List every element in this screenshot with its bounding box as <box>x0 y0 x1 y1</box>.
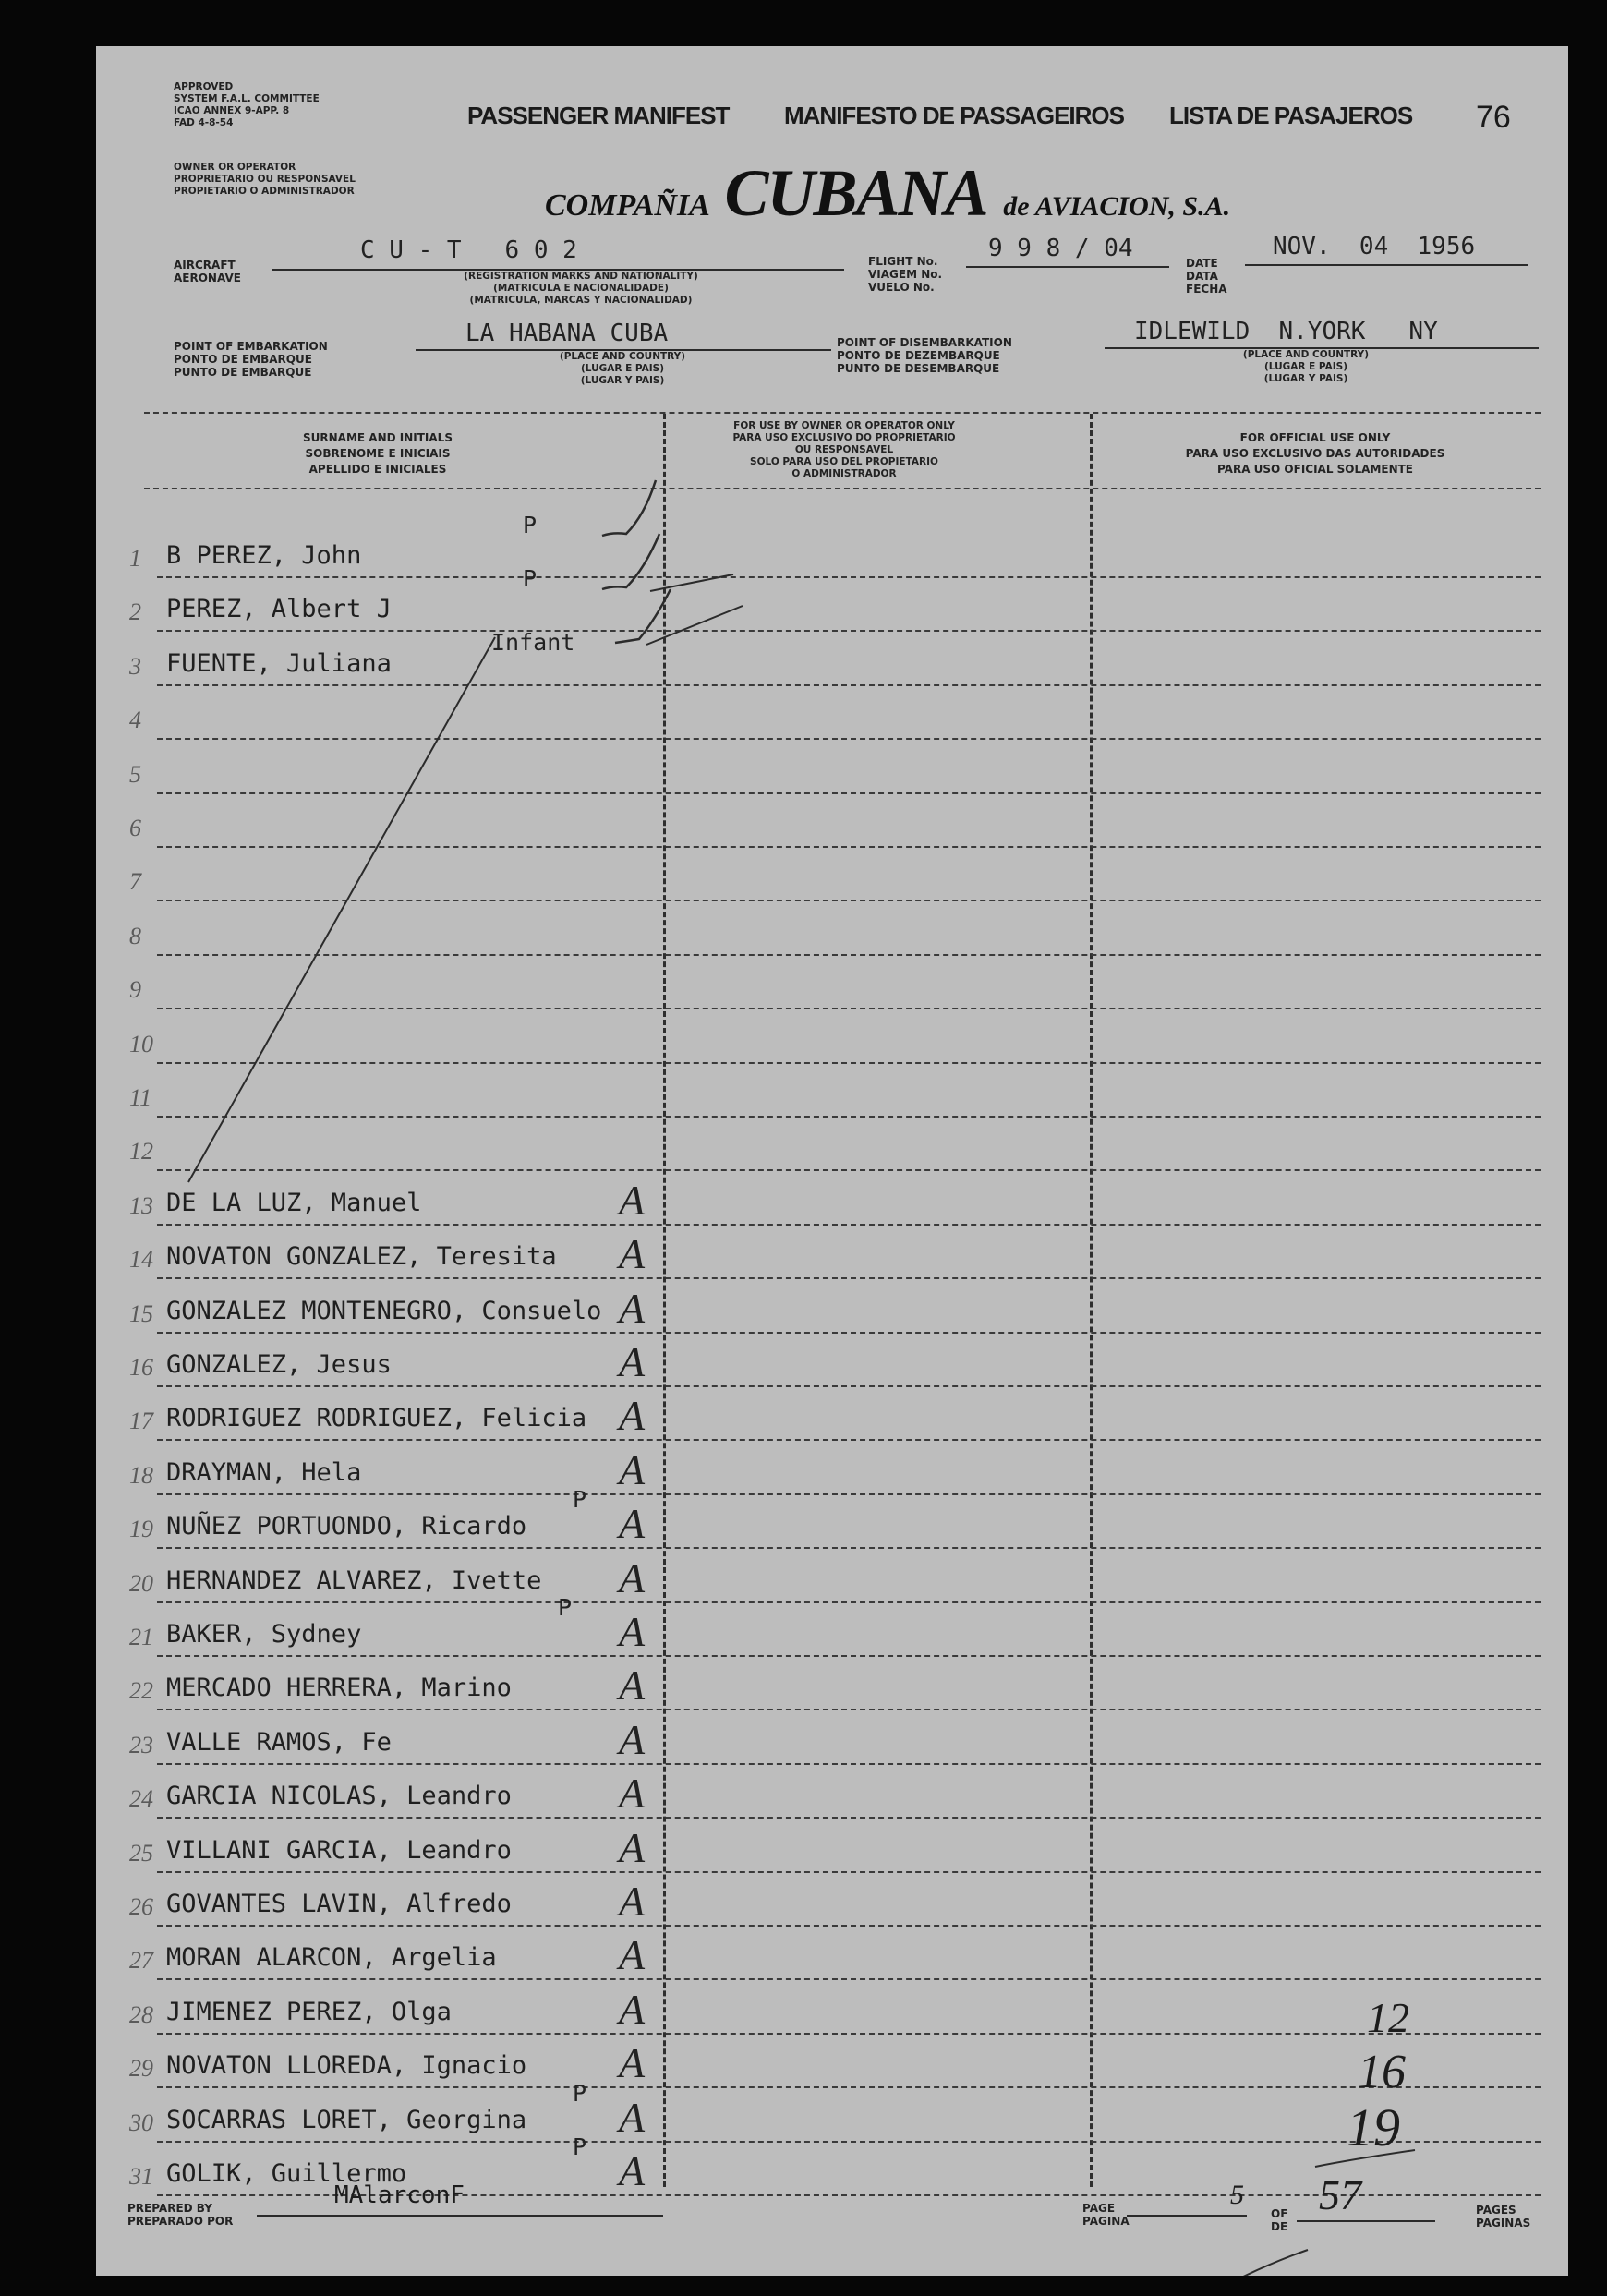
page-label <box>1082 2202 1130 2228</box>
row-number: 25 <box>129 1839 153 1867</box>
flight-value: 9 9 8 / 04 <box>988 235 1133 262</box>
operator-mark: A <box>619 1770 646 1818</box>
operator-mark: A <box>619 2147 646 2194</box>
of-label-en: OF <box>1271 2207 1288 2220</box>
row-number: 7 <box>129 868 141 896</box>
approval-line: FAD 4-8-54 <box>174 117 234 128</box>
of-label-es: DE <box>1271 2220 1288 2233</box>
aircraft-label-es: AERONAVE <box>174 272 241 284</box>
flight-label-pt: VIAGEM No. <box>868 268 943 281</box>
prepared-label <box>127 2202 233 2228</box>
operator-mark: A <box>619 1445 646 1493</box>
row-number: 14 <box>129 1246 153 1274</box>
of-underline <box>1297 2220 1435 2222</box>
row-number: 28 <box>129 2000 153 2028</box>
operator-mark: A <box>619 2039 646 2087</box>
page-stamp: 76 <box>1476 100 1511 135</box>
prepared-label-es: PREPARADO POR <box>127 2215 234 2228</box>
passenger-annotation: P <box>573 2133 587 2160</box>
aircraft-label-en: AIRCRAFT <box>174 259 236 272</box>
passenger-annotation: P <box>573 1486 587 1514</box>
passenger-name: GOLIK, Guillermo <box>166 2159 407 2188</box>
check-mark <box>602 534 659 589</box>
flight-label-en: FLIGHT No. <box>868 255 938 268</box>
row-number: 15 <box>129 1299 153 1327</box>
disembarkation-sub3: (LUGAR Y PAIS) <box>1263 373 1348 384</box>
passenger-name: PEREZ, Albert J <box>166 595 392 624</box>
row-number: 23 <box>129 1731 153 1758</box>
row-number: 6 <box>129 815 141 841</box>
operator-mark: A <box>619 1662 646 1710</box>
embarkation-sub3: (LUGAR Y PAIS) <box>580 375 665 386</box>
manifest-sheet <box>96 46 1568 2276</box>
prepared-underline <box>257 2215 663 2217</box>
row-number: 4 <box>129 707 141 734</box>
tally-number: 19 <box>1347 2097 1400 2157</box>
company-suffix: de AVIACION, S.A. <box>1003 191 1231 222</box>
row-number: 10 <box>129 1030 153 1057</box>
row-number: 24 <box>129 1785 153 1813</box>
col-header-line: FOR USE BY OWNER OR OPERATOR ONLY <box>733 420 955 431</box>
embarkation-sub2: (LUGAR E PAIS) <box>580 363 665 374</box>
approval-line: SYSTEM F.A.L. COMMITTEE <box>174 93 320 104</box>
row-number: 2 <box>129 598 141 626</box>
title-english: PASSENGER MANIFEST <box>467 102 730 129</box>
operator-mark: A <box>619 1392 646 1440</box>
passenger-name: HERNANDEZ ALVAREZ, Ivette <box>166 1565 542 1595</box>
handwritten-marks <box>96 46 1568 2276</box>
passenger-name: GOVANTES LAVIN, Alfredo <box>166 1890 512 1918</box>
operator-mark: A <box>619 1553 646 1601</box>
pages-label-en: PAGES <box>1476 2204 1516 2217</box>
passenger-annotation: P <box>573 2079 587 2107</box>
title-spanish: LISTA DE PASAJEROS <box>1169 102 1413 129</box>
row-number: 1 <box>129 545 141 572</box>
row-number: 16 <box>129 1354 153 1381</box>
disembarkation-label-es: PUNTO DE DESEMBARQUE <box>837 362 1000 375</box>
passenger-name: MERCADO HERRERA, Marino <box>166 1674 512 1703</box>
check-tail <box>650 574 733 591</box>
of-value: 57 <box>1319 2171 1361 2218</box>
row-number: 30 <box>129 2109 153 2136</box>
col-header-line: SOLO PARA USO DEL PROPIETARIO <box>750 456 938 467</box>
operator-mark: A <box>619 1985 646 2033</box>
row-number: 9 <box>129 976 141 1004</box>
passenger-name: GONZALEZ, Jesus <box>166 1350 392 1379</box>
row-number: 12 <box>129 1138 153 1166</box>
tally-number: 12 <box>1367 1994 1409 2041</box>
aircraft-sub1: (REGISTRATION MARKS AND NATIONALITY) <box>464 271 698 282</box>
passenger-annotation: P <box>523 512 538 538</box>
passenger-annotation: P <box>558 1594 573 1621</box>
embarkation-sub1: (PLACE AND COUNTRY) <box>559 351 686 362</box>
embarkation-value: LA HABANA CUBA <box>465 320 669 347</box>
row-number: 22 <box>129 1677 153 1705</box>
approval-line: ICAO ANNEX 9-APP. 8 <box>174 105 290 116</box>
passenger-name: B PEREZ, John <box>166 541 362 570</box>
passenger-name: VILLANI GARCIA, Leandro <box>166 1835 512 1865</box>
row-number: 31 <box>129 2163 153 2190</box>
company-prefix: COMPAÑIA <box>545 188 710 223</box>
row-number: 17 <box>129 1408 153 1435</box>
flight-label-es: VUELO No. <box>868 281 935 294</box>
col-header-line: PARA USO EXCLUSIVO DO PROPRIETARIO <box>732 432 956 443</box>
passenger-annotation: P <box>523 565 538 593</box>
page-label-es: PAGINA <box>1082 2215 1130 2228</box>
row-number: 11 <box>129 1084 152 1111</box>
passenger-annotation: Infant <box>491 628 575 656</box>
tally-underline <box>1234 2250 1308 2276</box>
operator-mark: A <box>619 1284 646 1332</box>
date-label-es: FECHA <box>1186 283 1227 296</box>
passenger-name: NOVATON LLOREDA, Ignacio <box>166 2051 527 2081</box>
row-number: 26 <box>129 1893 153 1920</box>
disembarkation-value: IDLEWILD N.YORK NY <box>1134 318 1438 345</box>
col-header-line: OU RESPONSAVEL <box>794 444 894 455</box>
passenger-name: DRAYMAN, Hela <box>166 1457 362 1487</box>
col-header-line: APELLIDO E INICIALES <box>308 463 447 476</box>
page-value: 5 <box>1230 2180 1244 2210</box>
aircraft-sub2: (MATRICULA E NACIONALIDADE) <box>493 283 669 294</box>
operator-mark: A <box>619 2093 646 2141</box>
col-header-line: O ADMINISTRADOR <box>791 468 897 479</box>
operator-label-en: OWNER OR OPERATOR <box>174 162 296 173</box>
row-number: 27 <box>129 1947 153 1975</box>
aircraft-value: C U - T 6 0 2 <box>360 236 577 264</box>
date-value: NOV. 04 1956 <box>1273 233 1476 260</box>
operator-mark: A <box>619 1176 646 1224</box>
row-number: 13 <box>129 1191 153 1219</box>
page-label-en: PAGE <box>1082 2202 1116 2215</box>
row-number: 20 <box>129 1569 153 1597</box>
company-name: CUBANA <box>724 156 987 230</box>
passenger-name: VALLE RAMOS, Fe <box>166 1727 392 1757</box>
approval-line: APPROVED <box>174 81 234 92</box>
passenger-name: NUÑEZ PORTUONDO, Ricardo <box>166 1512 527 1541</box>
disembarkation-label-pt: PONTO DE DEZEMBARQUE <box>837 349 1000 362</box>
title-portuguese: MANIFESTO DE PASSAGEIROS <box>784 102 1124 129</box>
row-number: 3 <box>129 652 141 680</box>
operator-mark: A <box>619 1878 646 1925</box>
passenger-name: RODRIGUEZ RODRIGUEZ, Felicia <box>166 1404 587 1433</box>
operator-label-es: PROPIETARIO O ADMINISTRADOR <box>174 186 355 197</box>
pages-label-es: PAGINAS <box>1476 2217 1531 2230</box>
operator-mark: A <box>619 1338 646 1385</box>
disembarkation-label-en: POINT OF DISEMBARKATION <box>837 336 1012 349</box>
passenger-name: DE LA LUZ, Manuel <box>166 1188 422 1217</box>
void-strike-line <box>188 637 495 1182</box>
passenger-name: GARCIA NICOLAS, Leandro <box>166 1782 512 1811</box>
passenger-name: MORAN ALARCON, Argelia <box>166 1943 497 1973</box>
embarkation-label-pt: PONTO DE EMBARQUE <box>174 353 312 366</box>
col-header-line: PARA USO EXCLUSIVO DAS AUTORIDADES <box>1185 447 1445 460</box>
col-header-line: SURNAME AND INITIALS <box>303 431 453 444</box>
embarkation-label-es: PUNTO DE EMBARQUE <box>174 366 312 379</box>
row-number: 5 <box>129 760 141 788</box>
row-number: 29 <box>129 2055 153 2083</box>
tally-number: 16 <box>1358 2046 1406 2098</box>
passenger-name: GONZALEZ MONTENEGRO, Consuelo <box>166 1296 602 1325</box>
row-number: 19 <box>129 1516 153 1543</box>
check-mark <box>602 480 656 536</box>
passenger-name: BAKER, Sydney <box>166 1620 362 1649</box>
prepared-label-en: PREPARED BY <box>127 2202 212 2215</box>
check-mark <box>615 589 671 643</box>
date-label-pt: DATA <box>1186 270 1218 283</box>
operator-mark: A <box>619 1500 646 1548</box>
row-number: 18 <box>129 1461 153 1489</box>
check-tail <box>646 606 743 645</box>
disembarkation-sub1: (PLACE AND COUNTRY) <box>1242 349 1370 360</box>
col-header-line: SOBRENOME E INICIAIS <box>305 447 451 460</box>
pages-label <box>1476 2204 1530 2230</box>
operator-mark: A <box>619 1931 646 1979</box>
operator-label-pt: PROPRIETARIO OU RESPONSAVEL <box>174 174 356 185</box>
passenger-name: JIMENEZ PEREZ, Olga <box>166 1997 452 2026</box>
passenger-name: NOVATON GONZALEZ, Teresita <box>166 1242 557 1272</box>
operator-mark: A <box>619 1823 646 1871</box>
passenger-name: SOCARRAS LORET, Georgina <box>166 2105 527 2134</box>
page-underline <box>1127 2215 1247 2217</box>
embarkation-label-en: POINT OF EMBARKATION <box>174 340 328 353</box>
operator-mark: A <box>619 1715 646 1763</box>
passenger-name: FUENTE, Juliana <box>166 648 392 678</box>
disembarkation-sub2: (LUGAR E PAIS) <box>1263 361 1348 372</box>
operator-mark: A <box>619 1230 646 1278</box>
of-label <box>1271 2207 1287 2233</box>
prepared-value: MAlarconF <box>334 2181 465 2209</box>
aircraft-sub3: (MATRICULA, MARCAS Y NACIONALIDAD) <box>469 295 693 306</box>
row-number: 8 <box>129 922 141 949</box>
date-label-en: DATE <box>1186 257 1218 270</box>
col-header-line: FOR OFFICIAL USE ONLY <box>1239 431 1391 444</box>
operator-mark: A <box>619 1608 646 1655</box>
row-number: 21 <box>129 1624 153 1650</box>
col-header-line: PARA USO OFICIAL SOLAMENTE <box>1216 463 1414 476</box>
